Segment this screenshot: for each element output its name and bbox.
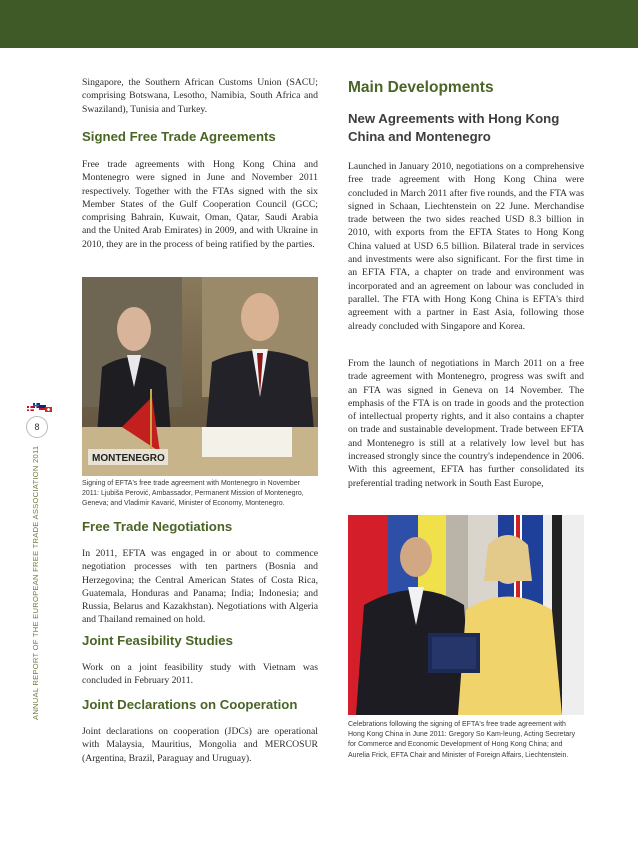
hong-kong-photo-caption: Celebrations following the signing of EFTA's free trade agreement with Hong Kong China in June 2011: Gregory So Kam-leung, Acting Secretary for Commerce and Economic Development of Hong Kong China; and Aurelia Frick, EFTA Chair and Minister of Foreign Affairs, Liechtenstein. — [348, 721, 576, 759]
montenegro-paragraph: From the launch of negotiations in March 2011 on a free trade agreement with Montenegro, progress was swift and an FTA was signed in Geneva on 14 November. The emphasis of the FTA is on trade in goods and the protection of intellectual property rights, and it also contains a chapter on trade and sustainable development. Trade between EFTA and Montenegro is still at a relatively low level but has increased strongly since the country's independence in 2006. With this agreement, EFTA has further consolidated its preferential trading network in South East Europe, — [348, 358, 584, 489]
negotiations-heading: Free Trade Negotiations — [82, 519, 233, 534]
page-number: 8 — [26, 416, 48, 438]
hong-kong-celebration-photo — [348, 515, 584, 715]
main-developments-heading: Main Developments — [348, 79, 494, 96]
signed-section-body: Free trade agreements with Hong Kong China and Montenegro were signed in June and November 2011 respectively. Together with the FTAs signed with the six Member States of the Gulf Cooperation Council (GCC; comprising Bahrain, Kuwait, Oman, Qatar, Saudi Arabia and the United Arab Emirates) in 2009, and with Ukraine in 2010, they are in the process of being ratified by the parties. — [82, 159, 318, 250]
intro-paragraph: Singapore, the Southern African Customs Union (SACU; comprising Botswana, Lesotho, Namibia, South Africa and Swaziland), Tunisia and Turkey. — [82, 77, 318, 115]
montenegro-signing-photo — [82, 277, 318, 476]
flags-icon — [27, 402, 53, 416]
new-agreements-subheading: New Agreements with Hong Kong China and Montenegro — [348, 111, 560, 144]
negotiations-body: In 2011, EFTA was engaged in or about to commence negotiation processes with ten partners (Bosnia and Herzegovina; the Central American States of Costa Rica, Guatemala, Honduras and Panama; India; Indonesia; and Russia, Belarus and Kazakhstan). Negotiations with Algeria and Thailand remained on hold. — [82, 548, 318, 626]
montenegro-photo-caption: Signing of EFTA's free trade agreement with Montenegro in November 2011: Ljubiša Perović, Ambassador, Permanent Mission of Montenegro, Geneva; and Vladimir Kavarić, Minister of Economy, Montenegro. — [82, 480, 304, 508]
declarations-heading: Joint Declarations on Cooperation — [82, 697, 298, 712]
feasibility-body: Work on a joint feasibility study with Vietnam was concluded in February 2011. — [82, 662, 318, 687]
hong-kong-paragraph: Launched in January 2010, negotiations on a comprehensive free trade agreement with Hong Kong China were concluded in March 2011 after five rounds, and the FTA was signed in Schaan, Liechtenstein on 22 June. Merchandise trade between the two sides reached USD 8.3 billion in 2010, with exports from the EFTA States to Hong Kong China valued at USD 6.5 billion. Bilateral trade in services and investments were also significant. For the first time in an EFTA FTA, a chapter on trade and environment was incorporated and an agreement on labour was concluded in parallel. The FTA with Hong Kong China is EFTA's third agreement with a partner in East Asia, following those already concluded with Singapore and Korea. — [348, 161, 584, 332]
running-side-title: ANNUAL REPORT OF THE EUROPEAN FREE TRADE ASSOCIATION 2011 — [31, 445, 40, 720]
declarations-body: Joint declarations on cooperation (JDCs) are operational with Malaysia, Mauritius, Mongolia and MERCOSUR (Argentina, Brazil, Paraguay and Uruguay). — [82, 726, 318, 764]
montenegro-nameplate: MONTENEGRO — [92, 453, 165, 464]
top-banner — [0, 0, 638, 48]
feasibility-heading: Joint Feasibility Studies — [82, 633, 233, 648]
signed-section-heading: Signed Free Trade Agreements — [82, 129, 276, 144]
